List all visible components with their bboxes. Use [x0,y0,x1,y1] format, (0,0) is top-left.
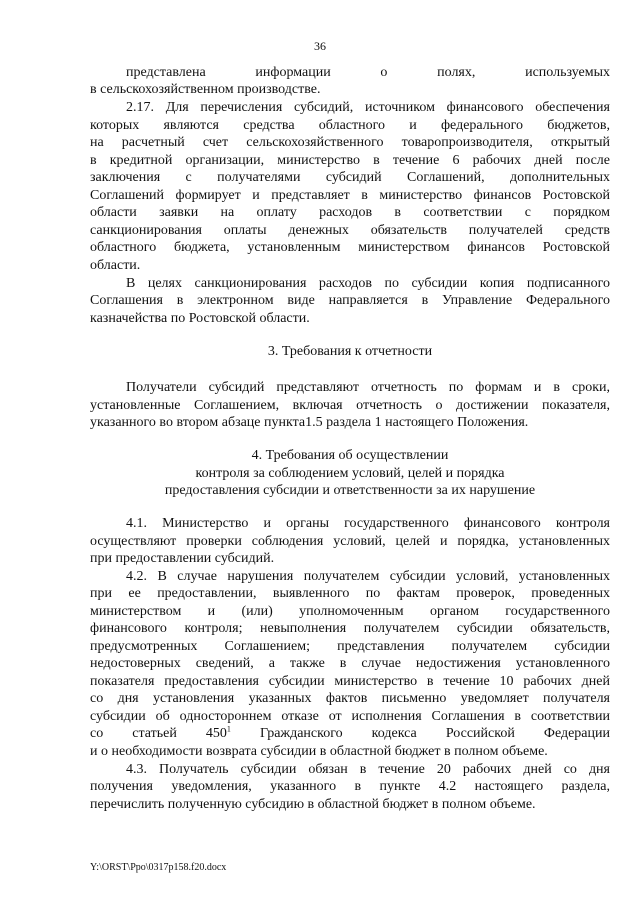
text-line: Получатели субсидий представляют отчетность по формам и в сроки, [126,380,610,395]
text-line: недостоверных сведений, а также в случае недостижения установленного [90,656,610,671]
text-line: в кредитной организации, министерство в течение 6 рабочих дней после [90,153,610,168]
section-heading: 3. Требования к отчетности [267,344,433,359]
text-line: финансового контроля; невыполнения получателем субсидии обязательств, [90,621,610,636]
text-line: заключения с получателями субсидий Соглашений, дополнительных [90,170,610,185]
text-line: казначейства по Ростовской области. [90,311,310,326]
section-heading: 4. Требования об осуществлении [251,448,449,463]
text-line: областного бюджета, установленным министерством финансов Ростовской [90,240,610,255]
text-fragment: Гражданского кодекса Российской Федерации [230,726,610,741]
text-line: субсидии об одностороннем отказе от исполнения Соглашения в соответствии [90,709,610,724]
text-line: В целях санкционирования расходов по субсидии копия подписанного [126,276,610,291]
text-line: перечислить полученную субсидию в областной бюджет в полном объеме. [90,797,536,812]
text-line: и о необходимости возврата субсидии в областной бюджет в полном объеме. [90,744,548,759]
text-line: 4.1. Министерство и органы государственного финансового контроля [126,516,610,531]
text-fragment: со статьей 450 [90,726,227,741]
text-line: при предоставлении субсидий. [90,551,275,566]
text-line: области заявки на оплату расходов в соответствии с порядком [90,205,610,220]
text-line: 4.3. Получатель субсидии обязан в течение 20 рабочих дней со дня [126,762,610,777]
text-line: Соглашений формирует и представляет в министерство финансов Ростовской [90,188,610,203]
text-line: показателя предоставления субсидии министерство в течение 10 рабочих дней [90,674,610,689]
text-line: представлена информации о полях, используемых [126,65,610,80]
text-line [90,725,610,742]
text-line: при ее предоставлении, выявленного по фактам проверок, проведенных [90,586,610,601]
text-line: которых являются средства областного и федерального бюджетов, [90,118,610,133]
text-line: санкционирования оплаты денежных обязательств получателей средств [90,223,610,238]
text-line: установленные Соглашением, включая отчетность о достижении показателя, [90,398,610,413]
text-line: министерством и (или) уполномоченным органом государственного [90,604,610,619]
text-line: на расчетный счет сельскохозяйственного товаропроизводителя, открытый [90,135,610,150]
text-line: 2.17. Для перечисления субсидий, источником финансового обеспечения [126,100,610,115]
file-path-footer: Y:\ORST\Ppo\0317p158.f20.docx [90,862,227,873]
page-number: 36 [314,39,326,53]
text-line: со дня установления указанных фактов письменно уведомляет получателя [90,691,610,706]
text-line: 4.2. В случае нарушения получателем субсидии условий, установленных [126,569,610,584]
text-line: получения уведомления, указанного в пункте 4.2 настоящего раздела, [90,779,610,794]
text-line: области. [90,258,141,273]
text-line: осуществляют проверки соблюдения условий, целей и порядка, установленных [90,534,610,549]
text-line: указанного во втором абзаце пункта1.5 раздела 1 настоящего Положения. [90,415,529,430]
text-line: в сельскохозяйственном производстве. [90,82,321,97]
superscript: 1 [226,724,231,734]
section-heading: контроля за соблюдением условий, целей и порядка [195,466,505,481]
text-line: предусмотренных Соглашением; представления получателем субсидии [90,639,610,654]
section-heading: предоставления субсидии и ответственности за их нарушение [164,483,536,498]
text-line: Соглашения в электронном виде направляется в Управление Федерального [90,293,610,308]
